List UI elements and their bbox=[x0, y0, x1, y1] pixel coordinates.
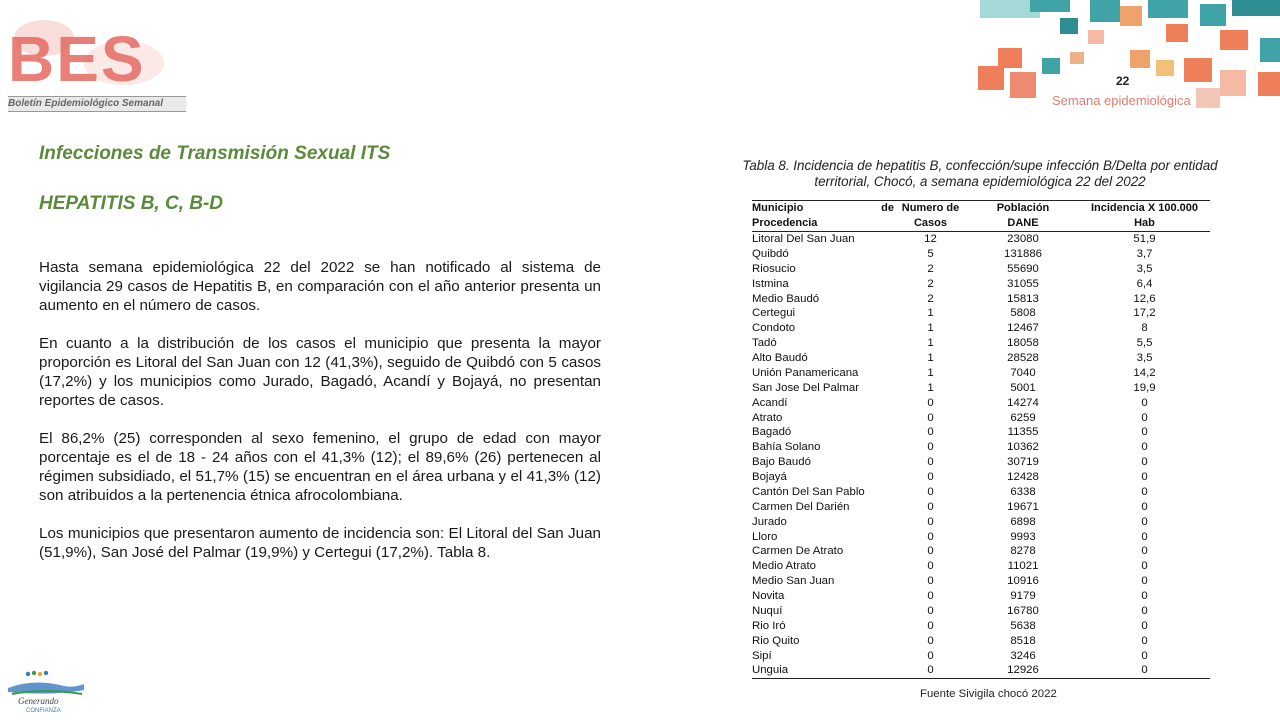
cell-incidencia: 0 bbox=[1141, 590, 1148, 602]
cell-municipio: Novita bbox=[752, 590, 785, 602]
table-row bbox=[752, 530, 1210, 545]
cell-casos: 0 bbox=[927, 575, 934, 588]
cell-municipio: Unguia bbox=[752, 663, 894, 678]
header-incidencia: Incidencia X 100.000 bbox=[1079, 201, 1210, 217]
table-row bbox=[752, 500, 1210, 515]
cell-incidencia: 0 bbox=[1141, 500, 1148, 513]
cell-municipio: Quibdó bbox=[752, 247, 789, 260]
cell-incidencia: 12,6 bbox=[1133, 292, 1156, 305]
cell-poblacion: 30719 bbox=[1007, 456, 1039, 469]
cell-municipio: Medio Baudó bbox=[752, 292, 820, 305]
section-title: Infecciones de Transmisión Sexual ITS bbox=[39, 143, 391, 164]
cell-municipio: Condoto bbox=[752, 322, 796, 335]
cell-incidencia: 14,2 bbox=[1133, 366, 1156, 379]
header-poblacion: Población bbox=[967, 201, 1079, 217]
table-row bbox=[752, 381, 1210, 396]
cell-incidencia: 51,9 bbox=[1133, 233, 1156, 245]
cell-municipio: Acandí bbox=[752, 396, 788, 409]
cell-municipio: Riosucio bbox=[752, 262, 796, 275]
cell-incidencia: 0 bbox=[1141, 530, 1148, 543]
cell-municipio: Cantón Del San Pablo bbox=[752, 485, 865, 498]
cell-municipio: Bagadó bbox=[752, 426, 792, 439]
header-text: de bbox=[881, 202, 894, 214]
cell-poblacion: 9179 bbox=[1010, 590, 1036, 602]
cell-poblacion: 10362 bbox=[1007, 441, 1039, 454]
cell-casos: 0 bbox=[927, 590, 934, 602]
cell-poblacion: 15813 bbox=[1007, 292, 1039, 305]
cell-municipio: Certegui bbox=[752, 307, 796, 320]
cell-casos: 0 bbox=[927, 485, 934, 498]
cell-poblacion: 5638 bbox=[1010, 619, 1036, 632]
cell-casos: 1 bbox=[927, 322, 934, 335]
header-hab: Hab bbox=[1079, 216, 1210, 232]
cell-municipio: Carmen Del Darién bbox=[752, 500, 850, 513]
cell-casos: 0 bbox=[927, 530, 934, 543]
cell-casos: 5 bbox=[927, 247, 934, 260]
cell-incidencia: 19,9 bbox=[1133, 381, 1156, 394]
cell-incidencia: 3,5 bbox=[1136, 262, 1153, 275]
paragraph: El 86,2% (25) corresponden al sexo femenino, el grupo de edad con mayor porcentaje es el de 18 - 24 años con el 41,3% (12); el 89,6% (26) pertenecen al régimen subsidiado, el 51,7% (15) se encuentran en el área urbana y el 41,3% (12) son atribuidos a la pertenencia étnica afrocolombiana. bbox=[39, 430, 601, 504]
cell-municipio: Lloro bbox=[752, 530, 778, 543]
logo-text-generando: Generando bbox=[18, 696, 59, 706]
header-casos-2: Casos bbox=[894, 216, 967, 232]
table-row bbox=[752, 425, 1210, 440]
cell-casos: 1 bbox=[927, 337, 934, 350]
table-row bbox=[752, 649, 1210, 664]
cell-municipio: Rio Iró bbox=[752, 619, 786, 632]
cell-municipio: Alto Baudó bbox=[752, 352, 808, 364]
cell-casos: 0 bbox=[927, 471, 934, 483]
table-row bbox=[752, 292, 1210, 307]
cell-casos: 0 bbox=[927, 441, 934, 454]
cell-incidencia: 0 bbox=[1141, 515, 1148, 528]
cell-poblacion: 19671 bbox=[1007, 500, 1039, 513]
cell-poblacion: 8518 bbox=[1010, 634, 1036, 647]
cell-municipio: Tadó bbox=[752, 337, 777, 350]
table-row bbox=[752, 336, 1210, 351]
cell-municipio: Sipí bbox=[752, 649, 772, 662]
cell-poblacion: 12467 bbox=[1007, 322, 1039, 335]
logo-text-confianza: CONFIANZA bbox=[26, 708, 61, 714]
table-row bbox=[752, 634, 1210, 649]
cell-incidencia: 0 bbox=[1141, 634, 1148, 647]
cell-municipio: Bajo Baudó bbox=[752, 456, 811, 469]
table-row bbox=[752, 351, 1210, 366]
cell-casos: 12 bbox=[924, 233, 937, 245]
table-row bbox=[752, 663, 1210, 678]
cell-incidencia: 0 bbox=[1141, 426, 1148, 439]
cell-incidencia: 3,7 bbox=[1136, 247, 1153, 260]
table-row bbox=[752, 247, 1210, 262]
cell-casos: 0 bbox=[927, 411, 934, 424]
table-row bbox=[752, 440, 1210, 455]
cell-incidencia: 6,4 bbox=[1136, 277, 1153, 290]
table-row bbox=[752, 589, 1210, 604]
cell-poblacion: 28528 bbox=[1007, 352, 1039, 364]
cell-incidencia: 0 bbox=[1141, 560, 1148, 573]
logo-letters: BES bbox=[8, 23, 146, 95]
cell-incidencia: 0 bbox=[1141, 456, 1148, 469]
cell-poblacion: 5001 bbox=[1010, 381, 1036, 394]
table-row bbox=[752, 321, 1210, 336]
cell-poblacion: 5808 bbox=[1010, 307, 1036, 320]
table-header-row bbox=[752, 201, 1210, 217]
cell-casos: 0 bbox=[927, 634, 934, 647]
table-source: Fuente Sivigila chocó 2022 bbox=[920, 688, 1057, 700]
cell-incidencia: 0 bbox=[1141, 604, 1148, 617]
cell-municipio: Bahía Solano bbox=[752, 441, 821, 454]
cell-casos: 2 bbox=[927, 262, 934, 275]
incidence-table bbox=[752, 200, 1210, 679]
bes-logo bbox=[4, 8, 194, 108]
cell-incidencia: 0 bbox=[1141, 471, 1148, 483]
table-row bbox=[752, 277, 1210, 292]
paragraph: En cuanto a la distribución de los casos el municipio que presenta la mayor proporción es Litoral del San Juan con 12 (41,3%), seguido de Quibdó con 5 casos (17,2%) y los municipios como Jurado, Bagadó, Acandí y Bojayá, no presentan reportes de casos. bbox=[39, 335, 601, 409]
cell-municipio: San Jose Del Palmar bbox=[752, 381, 859, 394]
table-caption: Tabla 8. Incidencia de hepatitis B, confección/supe infección B/Delta por entidad territorial, Chocó, a semana epidemiológica 22 del 2022 bbox=[742, 158, 1218, 189]
header-casos: Numero de bbox=[894, 201, 967, 217]
cell-casos: 0 bbox=[927, 515, 934, 528]
cell-municipio: Istmina bbox=[752, 277, 789, 290]
body-text bbox=[39, 258, 601, 581]
cell-poblacion: 12428 bbox=[1007, 471, 1039, 483]
cell-municipio: Bojayá bbox=[752, 471, 787, 483]
cell-poblacion: 14274 bbox=[1007, 396, 1039, 409]
cell-poblacion: 31055 bbox=[1007, 277, 1039, 290]
table-header-row bbox=[752, 216, 1210, 232]
header-municipio bbox=[752, 201, 894, 217]
table-row bbox=[752, 455, 1210, 470]
table-row bbox=[752, 262, 1210, 277]
cell-incidencia: 0 bbox=[1141, 649, 1148, 662]
cell-municipio: Nuquí bbox=[752, 604, 783, 617]
paragraph: Los municipios que presentaron aumento de incidencia son: El Litoral del San Juan (51,9%), San José del Palmar (19,9%) y Certegui (17,2%). Tabla 8. bbox=[39, 525, 601, 561]
cell-municipio: Unión Panamericana bbox=[752, 366, 859, 379]
header-text: Municipio bbox=[752, 202, 804, 214]
table-row bbox=[752, 411, 1210, 426]
cell-incidencia: 0 bbox=[1141, 545, 1148, 558]
header-dane: DANE bbox=[967, 216, 1079, 232]
cell-poblacion: 11355 bbox=[1007, 426, 1039, 439]
cell-poblacion: 6898 bbox=[1010, 515, 1036, 528]
table-row bbox=[752, 559, 1210, 574]
cell-poblacion: 16780 bbox=[1007, 604, 1039, 617]
cell-municipio: Jurado bbox=[752, 515, 787, 528]
cell-municipio: Rio Quito bbox=[752, 634, 800, 647]
cell-incidencia: 0 bbox=[1141, 575, 1148, 588]
table-row bbox=[752, 470, 1210, 485]
cell-poblacion: 7040 bbox=[1010, 366, 1036, 379]
paragraph: Hasta semana epidemiológica 22 del 2022 se han notificado al sistema de vigilancia 29 casos de Hepatitis B, en comparación con el año anterior presenta un aumento en el número de casos. bbox=[39, 259, 601, 314]
table-row bbox=[752, 619, 1210, 634]
table-row bbox=[752, 604, 1210, 619]
cell-casos: 2 bbox=[927, 277, 934, 290]
cell-poblacion: 131886 bbox=[1003, 247, 1042, 260]
cell-casos: 2 bbox=[927, 292, 934, 305]
cell-casos: 1 bbox=[927, 352, 934, 364]
cell-poblacion: 9993 bbox=[1010, 530, 1036, 543]
cell-poblacion: 6338 bbox=[1010, 485, 1036, 498]
cell-poblacion: 8278 bbox=[1010, 545, 1036, 558]
cell-poblacion: 23080 bbox=[1007, 233, 1039, 245]
logo-subtitle: Boletín Epidemiológico Semanal bbox=[8, 96, 186, 112]
cell-casos: 0 bbox=[927, 619, 934, 632]
table-row bbox=[752, 396, 1210, 411]
table-row bbox=[752, 485, 1210, 500]
cell-casos: 0 bbox=[894, 663, 967, 678]
cell-casos: 1 bbox=[927, 366, 934, 379]
cell-poblacion: 11021 bbox=[1007, 560, 1039, 573]
semana-label: Semana epidemiológica bbox=[1052, 93, 1191, 108]
section-subtitle: HEPATITIS B, C, B-D bbox=[39, 193, 224, 214]
cell-casos: 0 bbox=[927, 396, 934, 409]
cell-poblacion: 10916 bbox=[1007, 575, 1039, 588]
cell-casos: 0 bbox=[927, 500, 934, 513]
cell-incidencia: 3,5 bbox=[1136, 352, 1153, 364]
cell-casos: 0 bbox=[927, 604, 934, 617]
cell-poblacion: 3246 bbox=[1010, 649, 1036, 662]
cell-poblacion: 12926 bbox=[967, 663, 1079, 678]
cell-incidencia: 0 bbox=[1141, 485, 1148, 498]
cell-poblacion: 6259 bbox=[1010, 411, 1036, 424]
page-number: 22 bbox=[1116, 74, 1130, 88]
table-row bbox=[752, 232, 1210, 247]
cell-casos: 0 bbox=[927, 560, 934, 573]
cell-incidencia: 0 bbox=[1079, 663, 1210, 678]
cell-casos: 0 bbox=[927, 649, 934, 662]
cell-casos: 1 bbox=[927, 307, 934, 320]
cell-incidencia: 5,5 bbox=[1136, 337, 1153, 350]
cell-casos: 0 bbox=[927, 456, 934, 469]
cell-incidencia: 8 bbox=[1141, 322, 1148, 335]
table-row bbox=[752, 544, 1210, 559]
cell-incidencia: 0 bbox=[1141, 411, 1148, 424]
header-procedencia: Procedencia bbox=[752, 216, 894, 232]
cell-incidencia: 0 bbox=[1141, 441, 1148, 454]
cell-municipio: Medio Atrato bbox=[752, 560, 816, 573]
cell-municipio: Atrato bbox=[752, 411, 783, 424]
table-row bbox=[752, 306, 1210, 321]
cell-municipio: Litoral Del San Juan bbox=[752, 233, 855, 245]
cell-incidencia: 17,2 bbox=[1133, 307, 1156, 320]
cell-casos: 0 bbox=[927, 426, 934, 439]
cell-casos: 0 bbox=[927, 545, 934, 558]
cell-incidencia: 0 bbox=[1141, 619, 1148, 632]
generando-confianza-logo bbox=[4, 668, 88, 716]
cell-poblacion: 18058 bbox=[1007, 337, 1039, 350]
cell-municipio: Carmen De Atrato bbox=[752, 545, 844, 558]
cell-incidencia: 0 bbox=[1141, 396, 1148, 409]
cell-casos: 1 bbox=[927, 381, 934, 394]
cell-municipio: Medio San Juan bbox=[752, 575, 835, 588]
cell-poblacion: 55690 bbox=[1007, 262, 1039, 275]
table-row bbox=[752, 366, 1210, 381]
table-row bbox=[752, 515, 1210, 530]
table-row bbox=[752, 574, 1210, 589]
